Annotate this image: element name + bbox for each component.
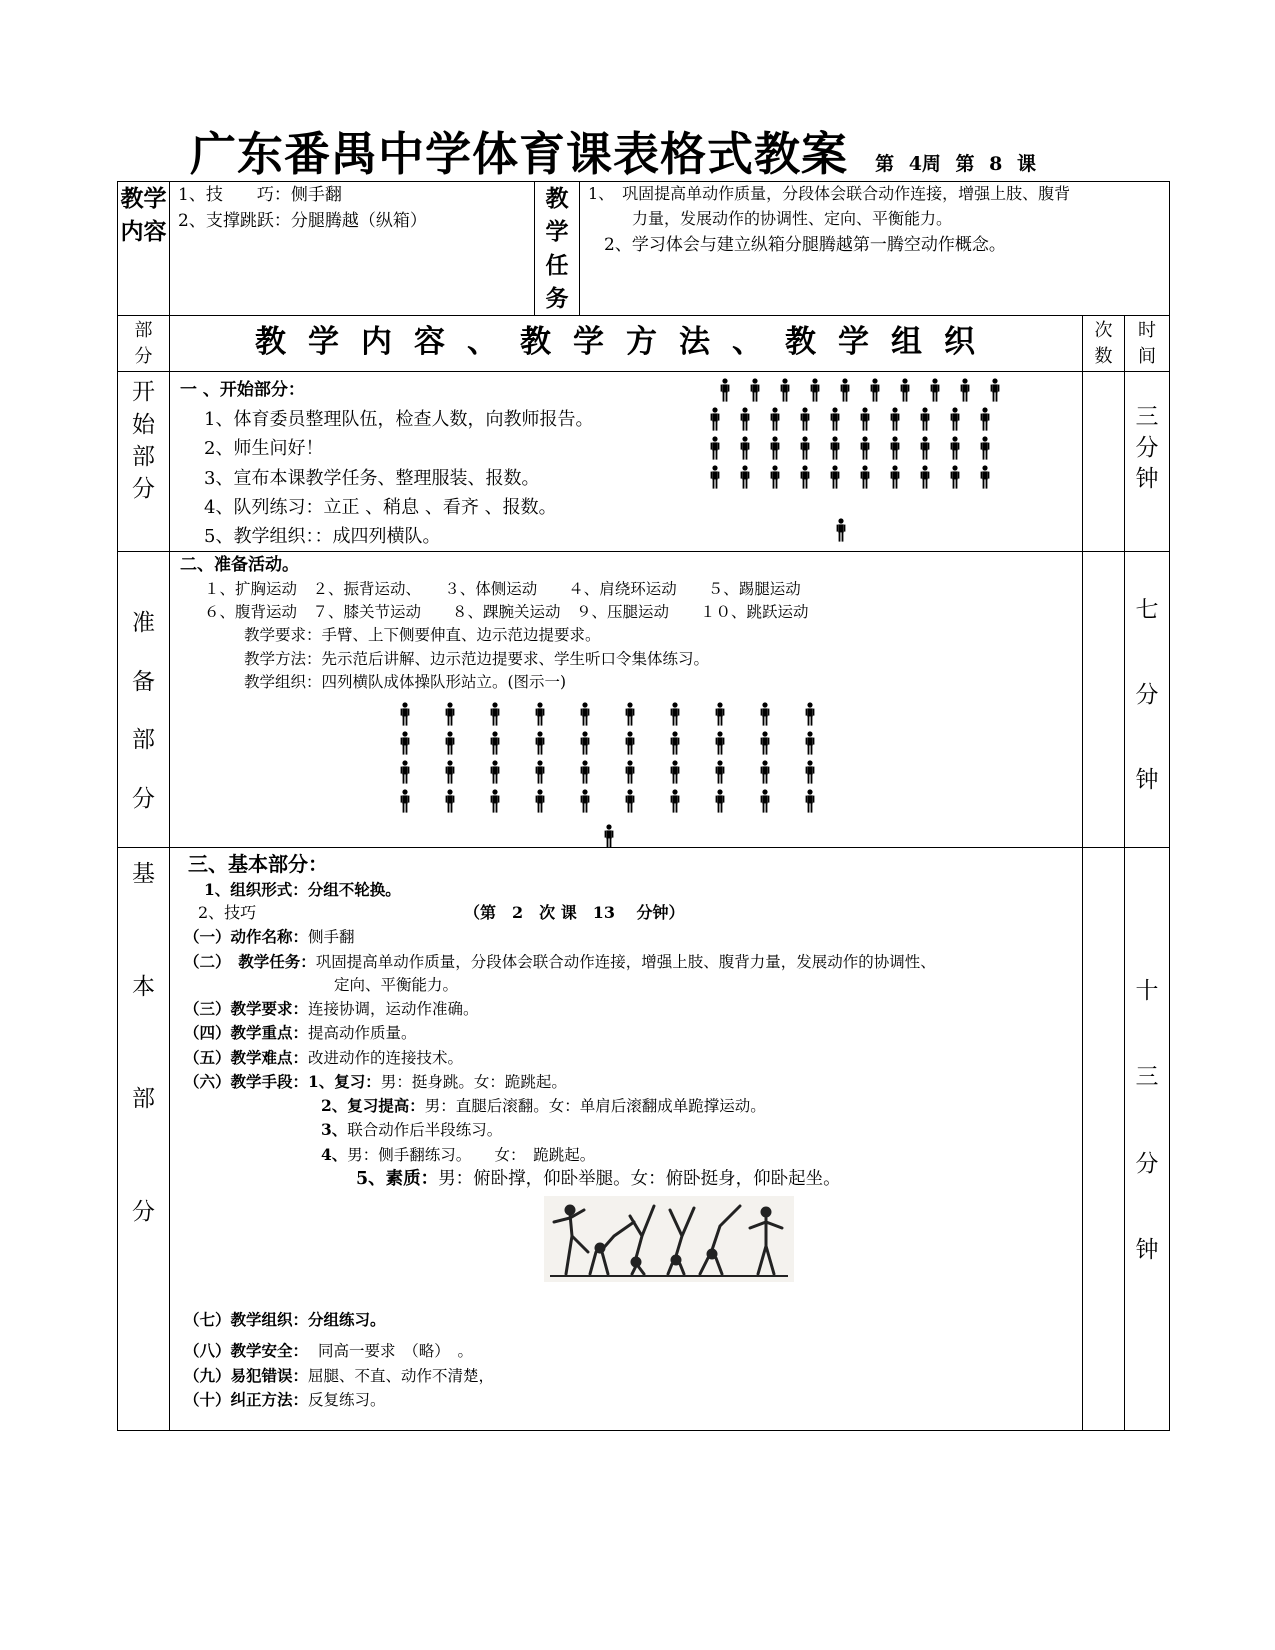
student-figure-icon: [740, 436, 750, 460]
tasks-cell: [580, 182, 1170, 316]
main-header-cell: [170, 316, 1083, 372]
student-figure-icon: [445, 731, 455, 755]
basic-count-cell: [1083, 848, 1125, 1431]
student-figure-icon: [805, 702, 815, 726]
basic-item-2b: 定向、平衡能力。: [334, 975, 459, 994]
student-figure-icon: [920, 465, 930, 489]
start-content-cell: [170, 372, 1083, 552]
prep-requirement: 教学要求：手臂、上下侧要伸直、边示范边提要求。: [244, 626, 601, 645]
student-figure-icon: [805, 789, 815, 813]
basic-item-2: （二） 教学任务：巩固提高单动作质量，分段体会联合动作连接，增强上肢、腹背力量，发展动作的协调性、: [184, 951, 936, 971]
student-figure-icon: [490, 731, 500, 755]
student-figure-icon: [950, 436, 960, 460]
prep-time-cell: [1125, 552, 1170, 848]
student-figure-icon: [870, 378, 880, 402]
student-figure-icon: [490, 702, 500, 726]
student-figure-icon: [580, 789, 590, 813]
student-figure-icon: [625, 702, 635, 726]
student-figure-icon: [740, 465, 750, 489]
basic-method-5: 5、素质：男：俯卧撑，仰卧举腿。女：俯卧挺身，仰卧起坐。: [356, 1168, 841, 1189]
prep-label: 准备部分: [132, 610, 155, 812]
cartwheel-sequence-icon: [544, 1196, 794, 1282]
tasks-label-cell: [535, 182, 580, 316]
basic-item-8: （八）教学安全： 同高一要求 （略） 。: [184, 1341, 474, 1361]
basic-item-4: （四）教学重点：提高动作质量。: [184, 1023, 417, 1043]
prep-exercise-row-2: ６、腹背运动 ７、膝关节运动 ８、踝腕关运动 ９、压腿运动 １０、跳跃运动: [204, 603, 809, 622]
student-figure-icon: [760, 789, 770, 813]
basic-method-2: 2、复习提高：男：直腿后滚翻。女：单肩后滚翻成单跪撑运动。: [321, 1096, 766, 1116]
teacher-figure-icon: [604, 824, 614, 848]
basic-content-cell: [170, 848, 1083, 1431]
student-figure-icon: [780, 378, 790, 402]
student-figure-icon: [760, 702, 770, 726]
student-figure-icon: [805, 760, 815, 784]
content-item-2: 2、支撑跳跃：分腿腾越（纵箱）: [178, 211, 427, 232]
student-figure-icon: [445, 702, 455, 726]
student-figure-icon: [920, 407, 930, 431]
student-figure-icon: [990, 378, 1000, 402]
student-figure-icon: [535, 760, 545, 784]
student-figure-icon: [830, 436, 840, 460]
student-figure-icon: [670, 731, 680, 755]
student-figure-icon: [950, 407, 960, 431]
student-figure-icon: [930, 378, 940, 402]
start-line-1: 1、体育委员整理队伍，检查人数，向教师报告。: [204, 409, 594, 431]
title-row: [190, 118, 1190, 181]
student-figure-icon: [625, 760, 635, 784]
prep-exercise-row-1: １、扩胸运动 ２、振背运动、 ３、体侧运动 ４、肩绕环运动 ５、踢腿运动: [204, 579, 801, 598]
basic-label-cell: [118, 848, 170, 1431]
student-figure-icon: [715, 702, 725, 726]
prep-organization: 教学组织：四列横队成体操队形站立。(图示一): [244, 672, 567, 691]
student-figure-icon: [800, 465, 810, 489]
task-item-2: 2、学习体会与建立纵箱分腿腾越第一腾空动作概念。: [604, 234, 1006, 255]
content-item-1: 1、技 巧：侧手翻: [178, 185, 342, 205]
student-figure-icon: [580, 760, 590, 784]
student-figure-icon: [810, 378, 820, 402]
main-header: 教学内容、教学方法、教学组织: [255, 324, 997, 361]
student-figure-icon: [920, 436, 930, 460]
start-line-2: 2、师生问好！: [204, 438, 324, 460]
student-figure-icon: [950, 465, 960, 489]
student-figure-icon: [760, 760, 770, 784]
student-figure-icon: [840, 378, 850, 402]
start-label-cell: [118, 372, 170, 552]
basic-item-5: （五）教学难点：改进动作的连接技术。: [184, 1047, 464, 1067]
student-figure-icon: [720, 378, 730, 402]
basic-lesson-info: （第 2 次 课 13 分钟）: [464, 903, 685, 923]
student-figure-icon: [800, 436, 810, 460]
student-figure-icon: [770, 436, 780, 460]
basic-skill-label: 2、技巧: [198, 903, 257, 923]
task-item-1b: 力量，发展动作的协调性、定向、平衡能力。: [632, 208, 953, 228]
student-figure-icon: [980, 407, 990, 431]
basic-org-form: 1、组织形式：分组不轮换。: [204, 880, 401, 900]
basic-item-3: （三）教学要求：连接协调，运动作准确。: [184, 999, 479, 1019]
part-header: 部分: [134, 320, 153, 367]
basic-item-9: （九）易犯错误：屈腿、不直、动作不清楚，: [184, 1365, 495, 1385]
student-figure-icon: [740, 407, 750, 431]
part-header-cell: [118, 316, 170, 372]
student-figure-icon: [710, 436, 720, 460]
student-figure-icon: [715, 760, 725, 784]
week-lesson-info: 第 4周 第 8 课: [875, 153, 1036, 175]
student-figure-icon: [760, 731, 770, 755]
student-figure-icon: [980, 465, 990, 489]
student-figure-icon: [710, 465, 720, 489]
time-header-cell: [1125, 316, 1170, 372]
student-figure-icon: [980, 436, 990, 460]
start-line-3: 3、宣布本课教学任务、整理服装、报数。: [204, 467, 540, 489]
prep-label-cell: [118, 552, 170, 848]
student-figure-icon: [860, 407, 870, 431]
student-figure-icon: [445, 760, 455, 784]
basic-label: 基本部分: [132, 861, 155, 1226]
start-time-cell: [1125, 372, 1170, 552]
cartwheel-illustration: [544, 1196, 794, 1282]
page-title: 广东番禺中学体育课表格式教案: [190, 127, 848, 181]
student-figure-icon: [400, 789, 410, 813]
start-label: 开始部分: [132, 379, 155, 502]
start-heading: 一 、开始部分：: [180, 380, 305, 401]
student-figure-icon: [715, 731, 725, 755]
student-figure-icon: [890, 436, 900, 460]
basic-time: 十三分钟: [1135, 978, 1159, 1263]
teacher-figure-icon: [836, 518, 846, 542]
student-figure-icon: [535, 789, 545, 813]
start-line-4: 4、队列练习：立正 、稍息 、看齐 、报数。: [204, 496, 557, 518]
basic-item-7: （七）教学组织：分组练习。: [184, 1310, 386, 1330]
lesson-plan-table: [117, 181, 1170, 1431]
count-header-cell: [1083, 316, 1125, 372]
basic-item-1: （一）动作名称：侧手翻: [184, 927, 355, 947]
prep-heading: 二、准备活动。: [180, 555, 299, 576]
student-figure-icon: [830, 465, 840, 489]
student-figure-icon: [710, 407, 720, 431]
student-figure-icon: [715, 789, 725, 813]
student-figure-icon: [750, 378, 760, 402]
student-figure-icon: [960, 378, 970, 402]
prep-method: 教学方法：先示范后讲解、边示范边提要求、学生听口令集体练习。: [244, 649, 710, 668]
student-figure-icon: [535, 702, 545, 726]
prep-time: 七分钟: [1135, 597, 1159, 794]
content-cell: [170, 182, 535, 316]
student-figure-icon: [625, 789, 635, 813]
start-count-cell: [1083, 372, 1125, 552]
time-header: 时间: [1138, 320, 1156, 367]
student-figure-icon: [580, 731, 590, 755]
student-figure-icon: [860, 465, 870, 489]
basic-method-4: 4、男：侧手翻练习。 女： 跪跳起。: [321, 1144, 596, 1164]
student-figure-icon: [770, 407, 780, 431]
prep-content-cell: [170, 552, 1083, 848]
count-header: 次数: [1094, 320, 1113, 367]
basic-method-3: 3、联合动作后半段练习。: [321, 1120, 503, 1140]
basic-heading: 三、基本部分：: [188, 852, 328, 877]
student-figure-icon: [445, 789, 455, 813]
content-label: 教学内容: [120, 185, 167, 246]
student-figure-icon: [400, 702, 410, 726]
student-figure-icon: [625, 731, 635, 755]
student-figure-icon: [490, 789, 500, 813]
prep-formation-diagram: [400, 700, 860, 848]
student-figure-icon: [900, 378, 910, 402]
start-time: 三分钟: [1135, 404, 1159, 493]
student-figure-icon: [400, 731, 410, 755]
student-figure-icon: [580, 702, 590, 726]
basic-item-10: （十）纠正方法：反复练习。: [184, 1389, 386, 1409]
basic-item-6: （六）教学手段：1、复习：男：挺身跳。女：跪跳起。: [184, 1071, 567, 1091]
start-formation-diagram: [710, 372, 1030, 550]
student-figure-icon: [670, 789, 680, 813]
student-figure-icon: [670, 760, 680, 784]
student-figure-icon: [535, 731, 545, 755]
student-figure-icon: [860, 436, 870, 460]
start-line-5: 5、教学组织：：成四列横队。: [204, 525, 441, 547]
student-figure-icon: [670, 702, 680, 726]
content-label-cell: [118, 182, 170, 316]
student-figure-icon: [770, 465, 780, 489]
student-figure-icon: [800, 407, 810, 431]
basic-time-cell: [1125, 848, 1170, 1431]
student-figure-icon: [830, 407, 840, 431]
student-figure-icon: [400, 760, 410, 784]
student-figure-icon: [890, 465, 900, 489]
task-item-1: 1、 巩固提高单动作质量，分段体会联合动作连接，增强上肢、腹背: [588, 184, 1071, 203]
student-figure-icon: [490, 760, 500, 784]
tasks-label: 教学任务: [545, 185, 569, 313]
student-figure-icon: [890, 407, 900, 431]
student-figure-icon: [805, 731, 815, 755]
prep-count-cell: [1083, 552, 1125, 848]
